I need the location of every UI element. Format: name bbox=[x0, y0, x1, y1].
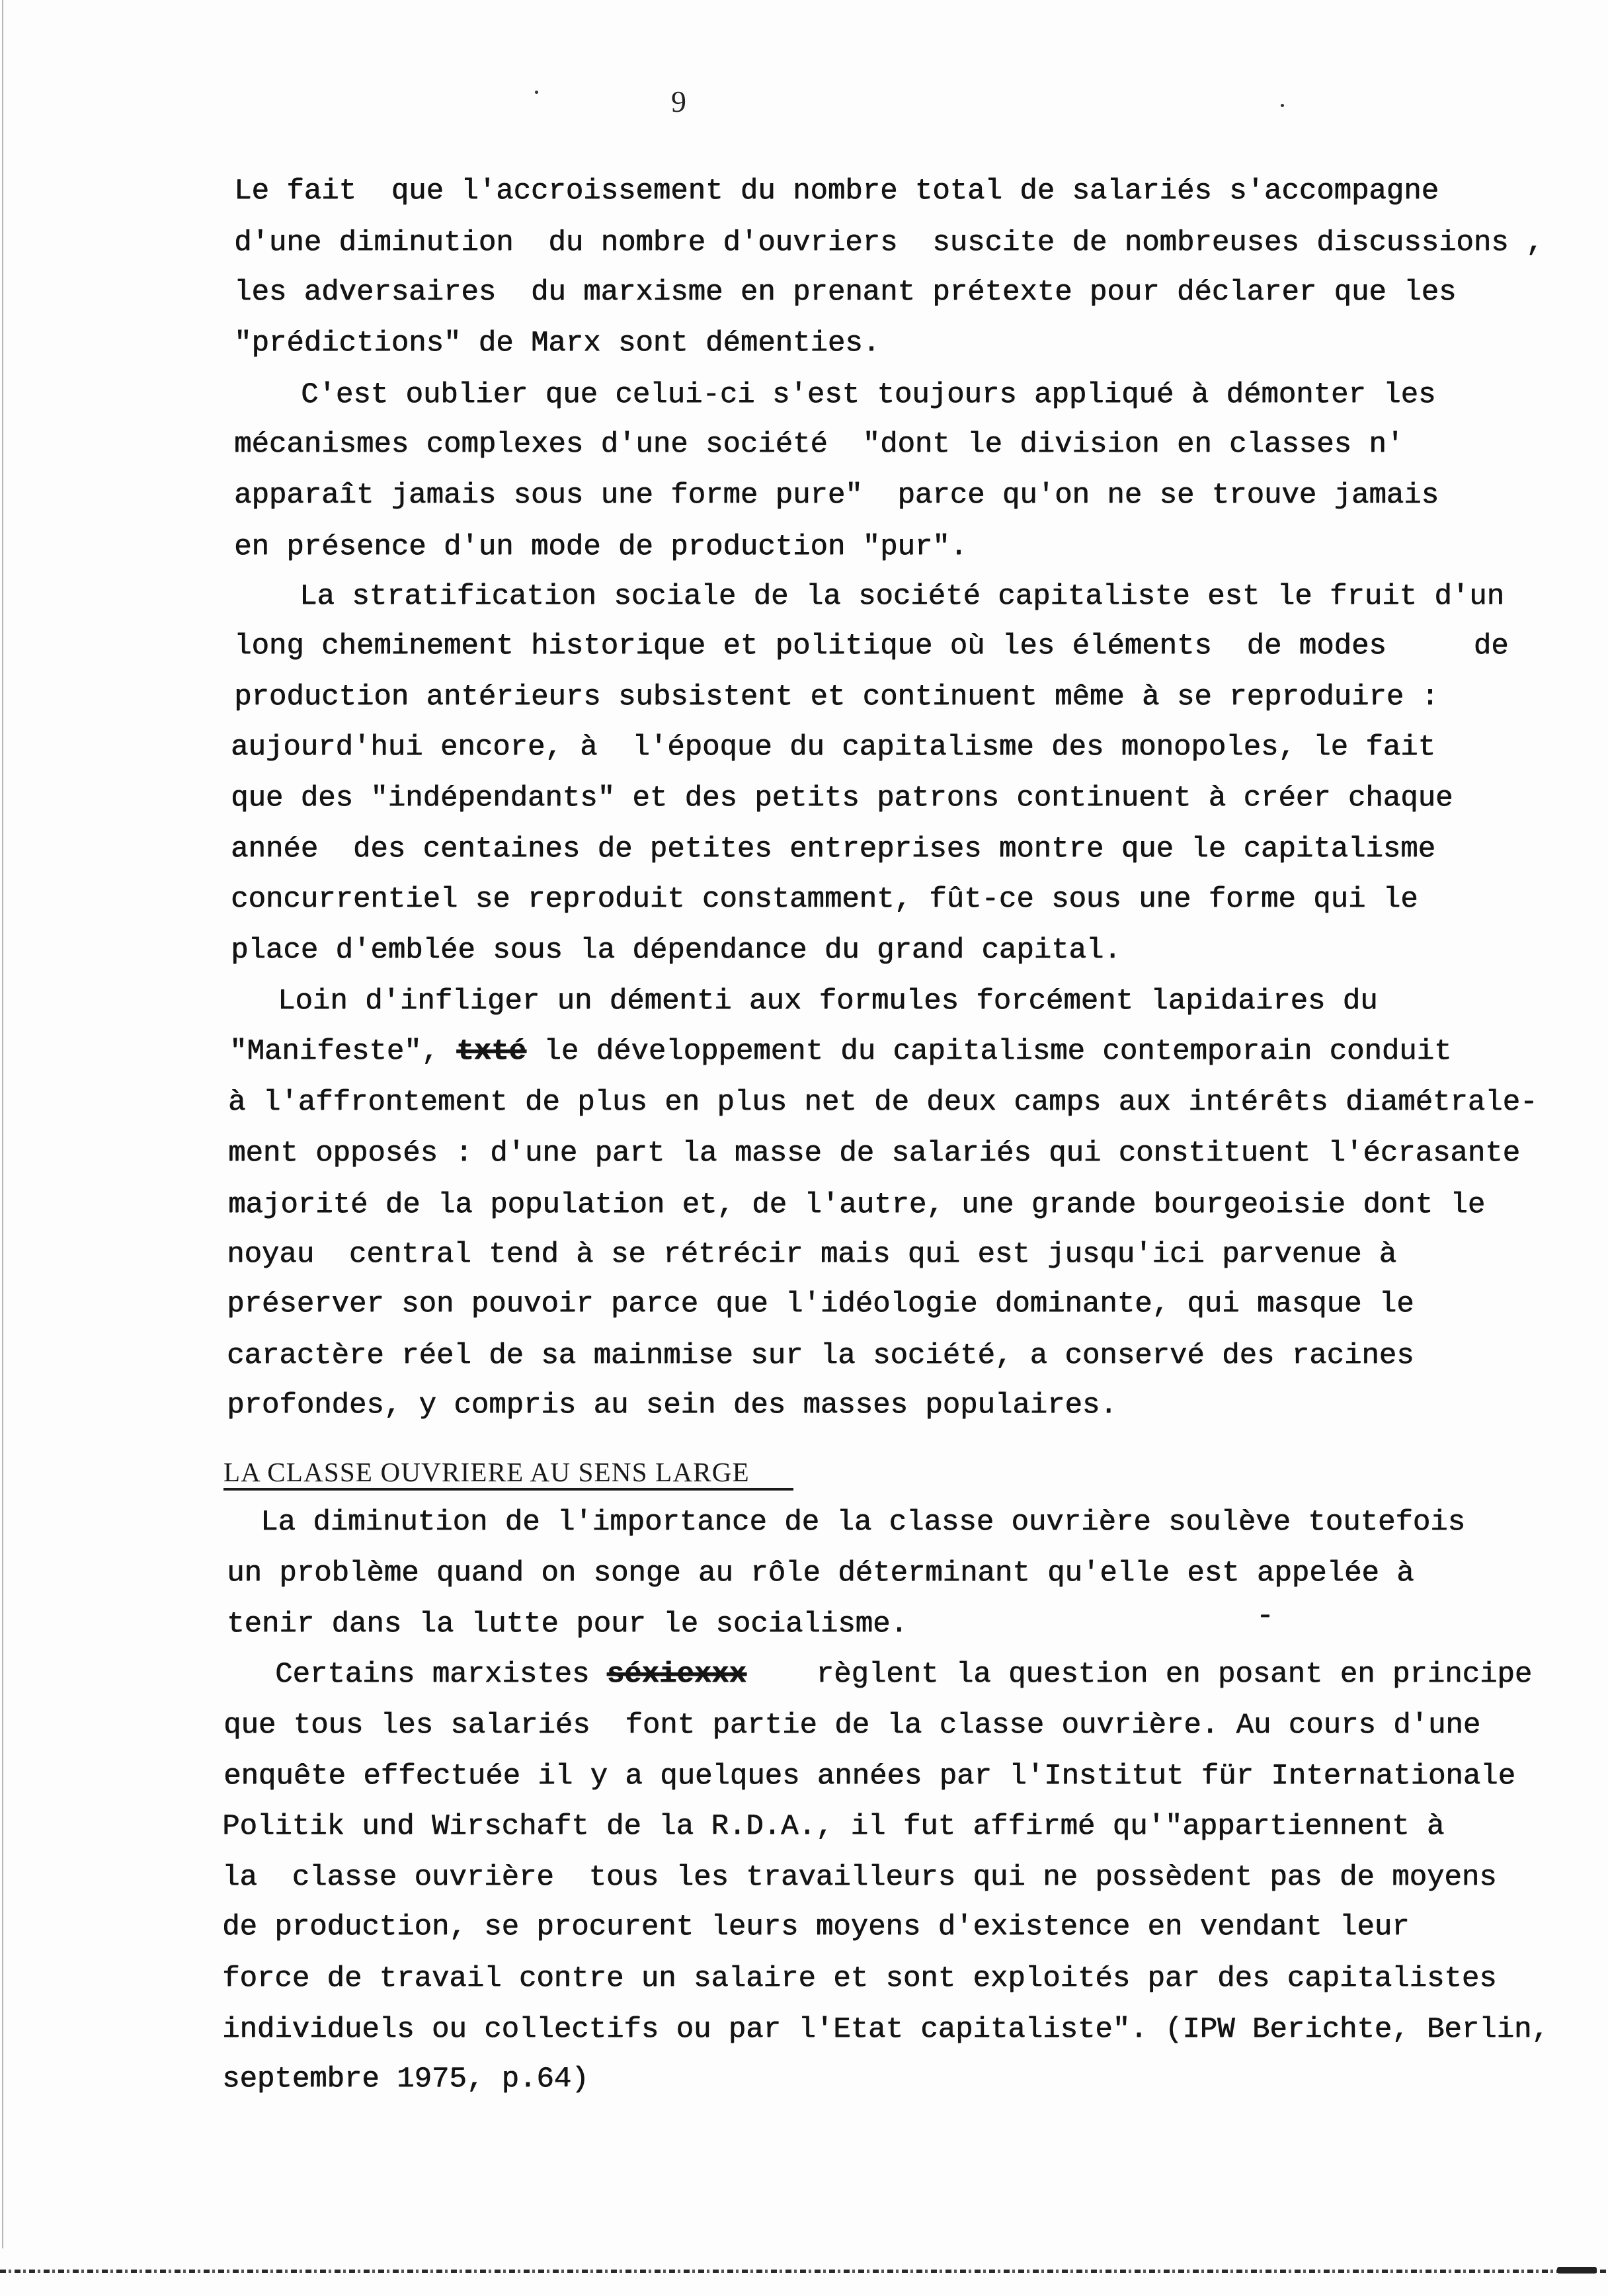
body-line bbox=[275, 1660, 1532, 1689]
margin-mark: - bbox=[1256, 1600, 1274, 1633]
body-line: Politik und Wirschaft de la R.D.A., il fut affirmé qu'"appartiennent à bbox=[222, 1810, 1445, 1843]
line-text: le développement du capitalisme contemporain conduit bbox=[526, 1035, 1452, 1068]
line-text: Certains marxistes bbox=[275, 1658, 607, 1691]
body-line: long cheminement historique et politique où les éléments de modes de bbox=[234, 630, 1509, 663]
body-line: place d'emblée sous la dépendance du grand capital. bbox=[231, 934, 1121, 967]
heading-underline bbox=[223, 1488, 793, 1491]
body-line: de production, se procurent leurs moyens d'existence en vendant leur bbox=[222, 1910, 1410, 1944]
body-line: Le fait que l'accroissement du nombre total de salariés s'accompagne bbox=[234, 175, 1439, 208]
struck-word: séxiexxx bbox=[606, 1658, 746, 1691]
body-line: que tous les salariés font partie de la classe ouvrière. Au cours d'une bbox=[223, 1709, 1481, 1742]
body-line: caractère réel de sa mainmise sur la société, a conservé des racines bbox=[227, 1339, 1414, 1372]
line-text: règlent la question en posant en principe bbox=[746, 1658, 1533, 1691]
body-line: profondes, y compris au sein des masses populaires. bbox=[227, 1389, 1117, 1422]
body-line: noyau central tend à se rétrécir mais qui est jusqu'ici parvenue à bbox=[227, 1238, 1397, 1271]
scan-bottom-dashes bbox=[0, 2270, 1608, 2273]
body-line: année des centaines de petites entreprises montre que le capitalisme bbox=[231, 833, 1435, 866]
scan-ink-blob bbox=[1557, 2267, 1597, 2274]
scan-speck bbox=[1281, 104, 1284, 107]
body-line: C'est oublier que celui-ci s'est toujours appliqué à démonter les bbox=[301, 378, 1436, 411]
struck-word: txté bbox=[456, 1035, 526, 1068]
body-line: La stratification sociale de la société capitaliste est le fruit d'un bbox=[300, 580, 1504, 613]
scan-speck bbox=[535, 91, 538, 94]
body-line: les adversaires du marxisme en prenant prétexte pour déclarer que les bbox=[234, 276, 1457, 309]
body-line: tenir dans la lutte pour le socialisme. bbox=[227, 1608, 908, 1641]
line-text: "Manifeste", bbox=[229, 1035, 457, 1068]
body-line: préserver son pouvoir parce que l'idéologie dominante, qui masque le bbox=[227, 1288, 1414, 1321]
body-line: à l'affrontement de plus en plus net de deux camps aux intérêts diamétrale- bbox=[228, 1086, 1538, 1119]
body-line: majorité de la population et, de l'autre, une grande bourgeoisie dont le bbox=[228, 1188, 1486, 1221]
body-line: force de travail contre un salaire et sont exploités par des capitalistes bbox=[222, 1962, 1497, 1995]
body-line: Loin d'infliger un démenti aux formules forcément lapidaires du bbox=[278, 985, 1378, 1018]
body-line: ment opposés : d'une part la masse de salariés qui constituent l'écrasante bbox=[228, 1137, 1520, 1170]
page-number: 9 bbox=[671, 85, 686, 118]
body-line: mécanismes complexes d'une société "dont le division en classes n' bbox=[234, 428, 1404, 461]
body-line: aujourd'hui encore, à l'époque du capitalisme des monopoles, le fait bbox=[231, 731, 1435, 764]
body-line: d'une diminution du nombre d'ouvriers suscite de nombreuses discussions , bbox=[234, 226, 1544, 259]
body-line: individuels ou collectifs ou par l'Etat capitaliste". (IPW Berichte, Berlin, bbox=[222, 2013, 1549, 2046]
scan-edge-line bbox=[2, 0, 3, 2248]
body-line bbox=[229, 1037, 1451, 1066]
body-line: La diminution de l'importance de la classe ouvrière soulève toutefois bbox=[261, 1506, 1465, 1539]
body-line: que des "indépendants" et des petits patrons continuent à créer chaque bbox=[231, 782, 1453, 815]
body-line: concurrentiel se reproduit constamment, fût-ce sous une forme qui le bbox=[231, 883, 1418, 916]
section-heading: LA CLASSE OUVRIERE AU SENS LARGE bbox=[223, 1457, 750, 1487]
body-line: apparaît jamais sous une forme pure" parce qu'on ne se trouve jamais bbox=[234, 479, 1439, 512]
body-line: "prédictions" de Marx sont démenties. bbox=[234, 327, 880, 360]
body-line: septembre 1975, p.64) bbox=[222, 2063, 589, 2096]
body-line: un problème quand on songe au rôle déterminant qu'elle est appelée à bbox=[227, 1557, 1414, 1590]
body-line: production antérieurs subsistent et continuent même à se reproduire : bbox=[234, 680, 1439, 714]
body-line: enquête effectuée il y a quelques années par l'Institut für Internationale bbox=[223, 1760, 1515, 1793]
body-line: la classe ouvrière tous les travailleurs qui ne possèdent pas de moyens bbox=[222, 1861, 1497, 1894]
body-line: en présence d'un mode de production "pur". bbox=[234, 530, 967, 563]
